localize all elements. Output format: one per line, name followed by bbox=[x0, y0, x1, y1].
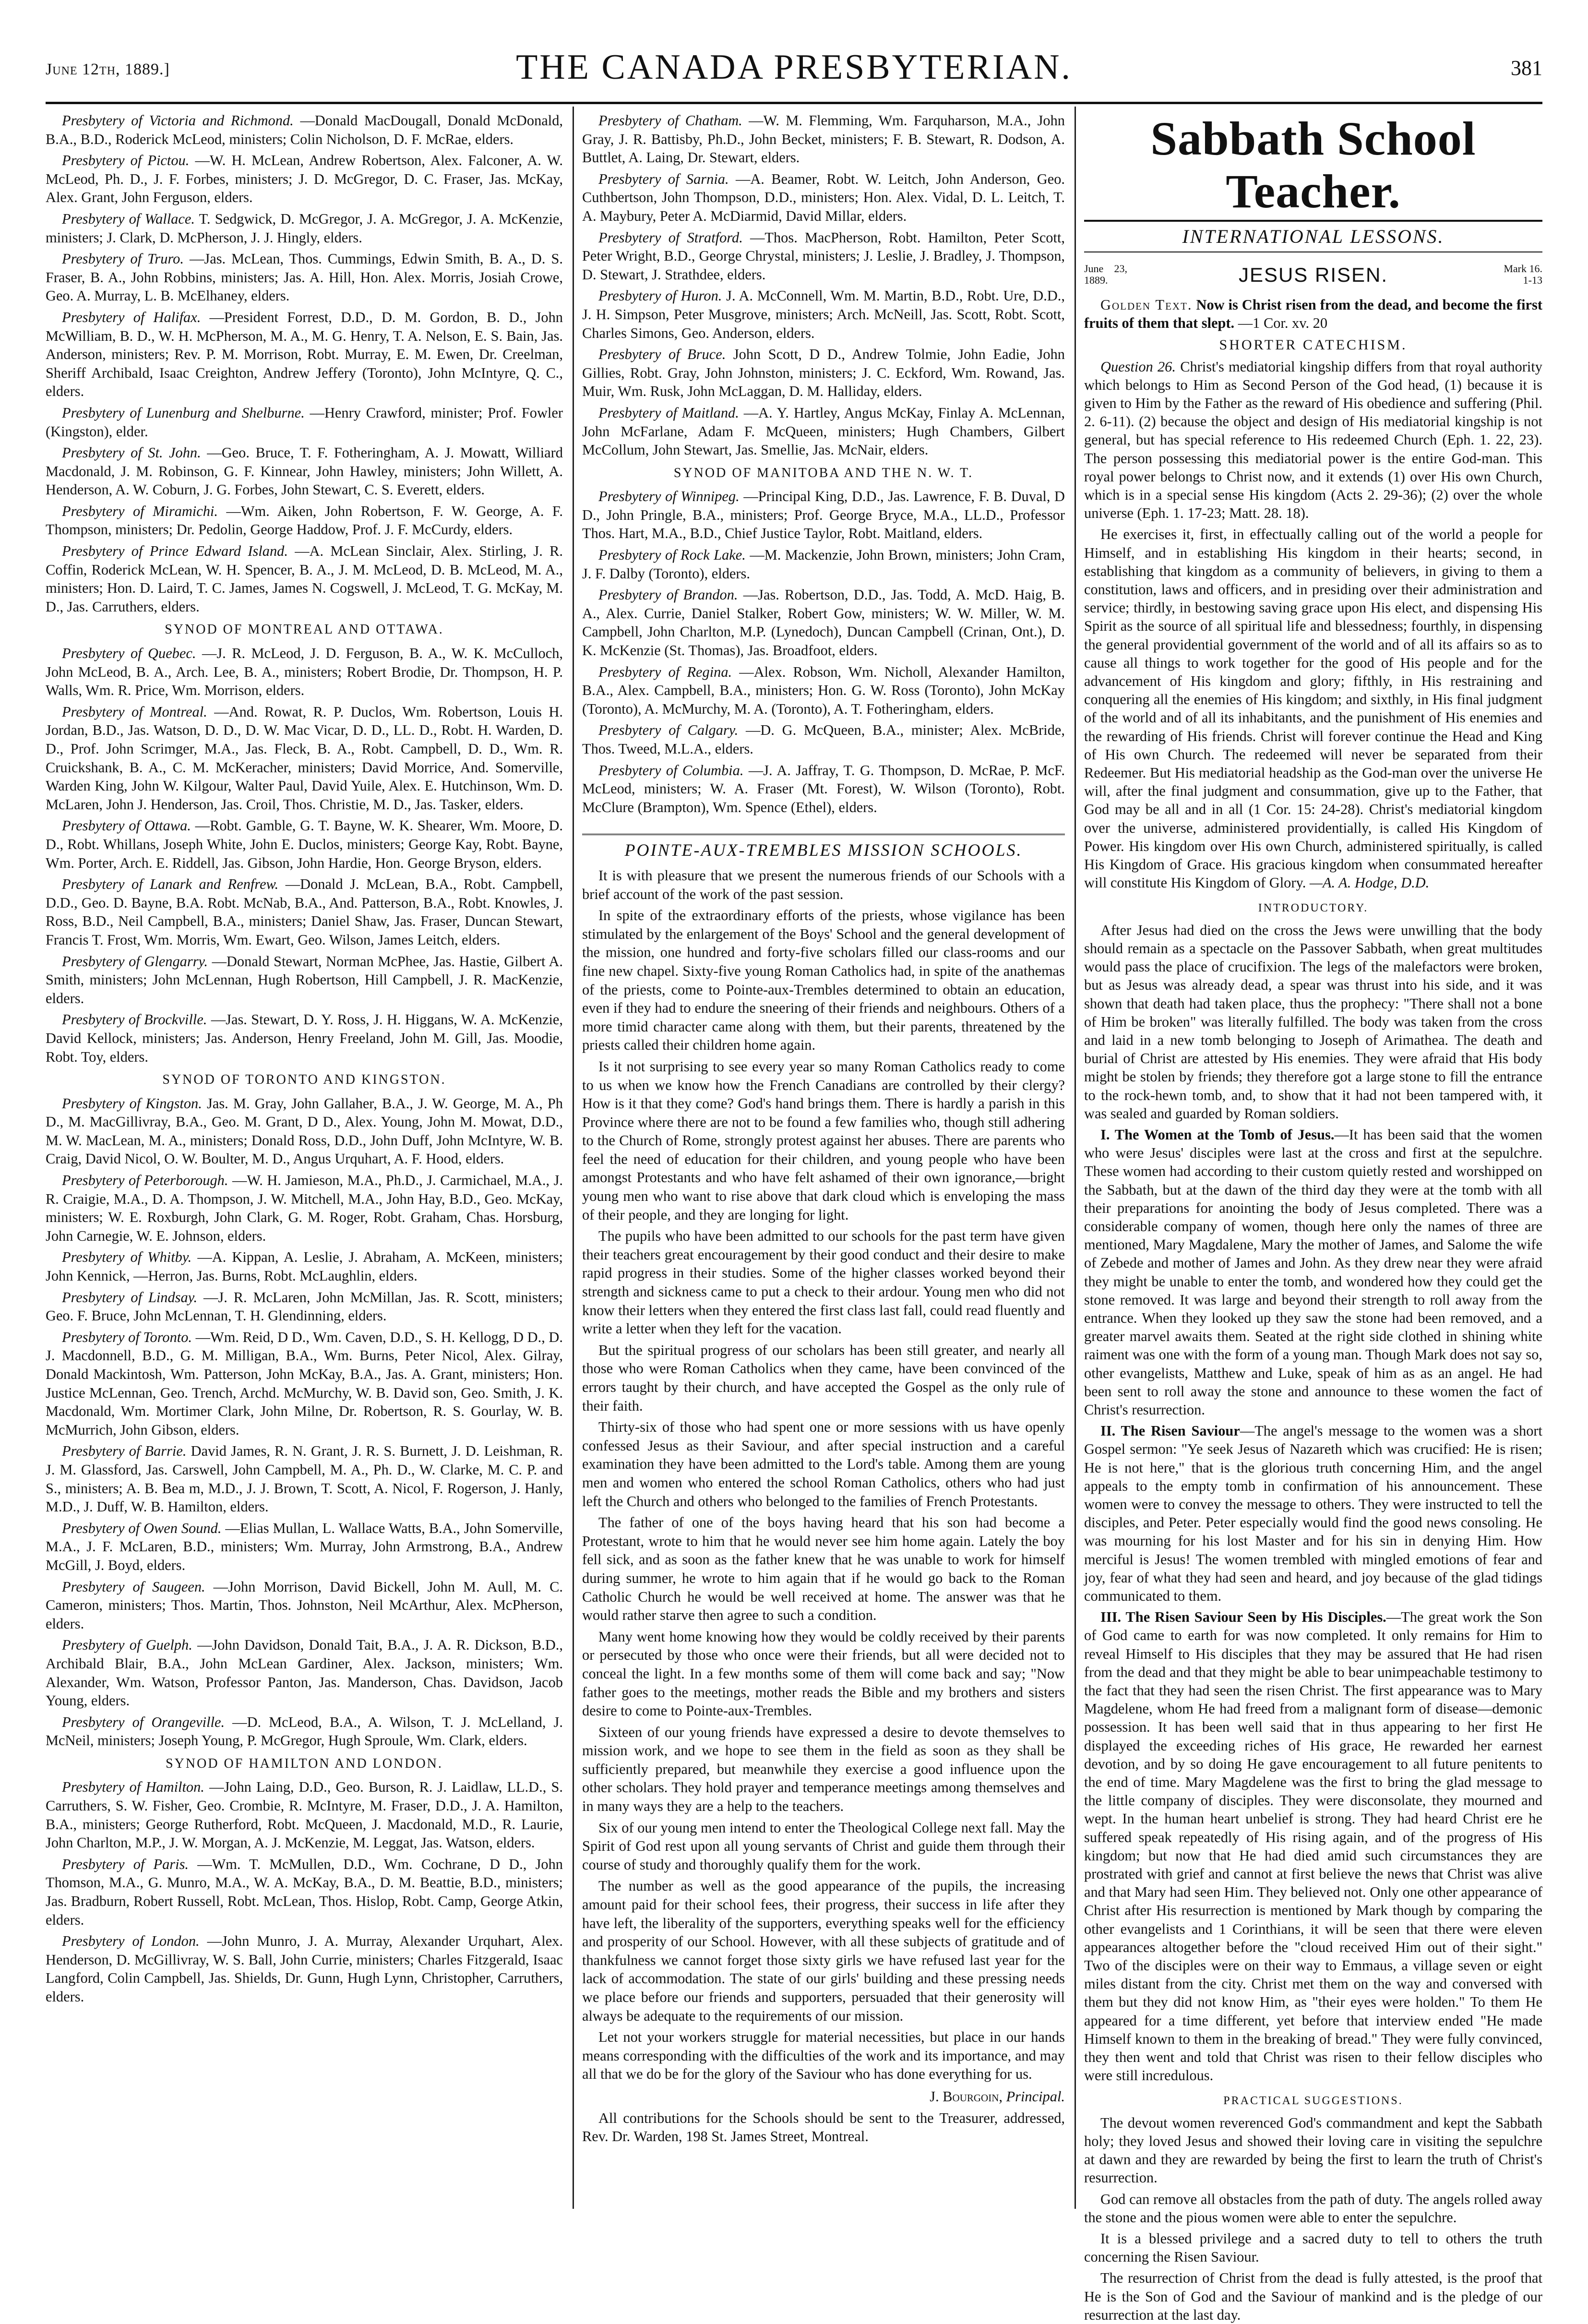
presbytery-list bbox=[582, 111, 1065, 816]
presbytery-entry bbox=[582, 404, 1065, 459]
lesson-section bbox=[1084, 1126, 1542, 1419]
presbytery-members: —D. McLeod, B.A., A. Wilson, T. J. McLelland, J. McNeil, ministers; Joseph Young, P. McGregor, Hugh Sproule, Wm. Clark, elders. bbox=[46, 1713, 563, 1749]
presbytery-members: —John Munro, J. A. Murray, Alexander Urquhart, Alex. Henderson, D. McGillivray, W. S. Ball, John Currie, ministers; Charles Fitzgerald, Isaac Langford, Colin Campbell, Jas. Shields, Dr. Gunn, Hugh Lynn, Christopher, Carruthers, elders. bbox=[46, 1933, 563, 2005]
practical-paragraph: It is a blessed privilege and a sacred duty to tell to others the truth concerning the Risen Saviour. bbox=[1084, 2230, 1542, 2265]
presbytery-members: —A. Y. Hartley, Angus McKay, Finlay A. McLennan, John McFarlane, Adam F. McQueen, ministers; Hugh Chambers, Gilbert McCollum, John Stewart, Jas. Smellie, Jas. McNair, elders. bbox=[582, 404, 1065, 458]
presbytery-members: —John Laing, D.D., Geo. Burson, R. J. Laidlaw, LL.D., S. Carruthers, S. W. Fisher, Geo. Crombie, R. McIntyre, M. Fraser, D.D., J. A. Hamilton, B.A., ministers; George Rutherford, Robt. McQueen, J. Macdonald, M.D., R. Laurie, John Charlton, M.P., J. W. Morgan, A. J. McKenzie, M. Leggat, Jas. Watson, elders. bbox=[46, 1779, 563, 1851]
masthead bbox=[46, 47, 1542, 105]
presbytery-name: Presbytery of Brandon. bbox=[598, 587, 738, 603]
catechism-signature: —A. A. Hodge, D.D. bbox=[1309, 874, 1430, 891]
presbytery-name: Presbytery of Pictou. bbox=[62, 152, 190, 169]
presbytery-members: J. A. McConnell, Wm. M. Martin, B.D., Robt. Ure, D.D., J. H. Simpson, Peter Musgrove, ministers; Arch. McNeill, Jas. Scott, Robt. Scott, Charles Simons, Geo. Anderson, elders. bbox=[582, 288, 1065, 341]
sst-title: Sabbath School Teacher. bbox=[1150, 112, 1476, 218]
presbytery-name: Presbytery of Chatham. bbox=[598, 112, 742, 129]
mission-paragraph: Six of our young men intend to enter the Theological College next fall. May the Spirit of God rest upon all young servants of Christ and guide them through their course of study and thoroughly qualify them for the work. bbox=[582, 1819, 1065, 1873]
mission-paragraph: In spite of the extraordinary efforts of the priests, whose vigilance has been stimulated by the enlargement of the Boys' School and the general development of the mission, one hundred and forty-five scholars filled our class-rooms and our fine new chapel. Sixty-five young Roman Catholics had, in spite of the anathemas of the priests, come to Pointe-aux-Trembles determined to obtain an education, even if they had to endure the sneering of their friends and neighbours. Others of a more timid character came along with them, but their parents, threatened by the priests called their children home again. bbox=[582, 907, 1065, 1054]
issue-date: June 12th, 1889.] bbox=[46, 60, 170, 78]
presbytery-entry bbox=[46, 1442, 563, 1516]
presbytery-entry bbox=[46, 816, 563, 872]
presbytery-members: —Donald MacDougall, Donald McDonald, B.A., B.D., Roderick McLeod, ministers; Colin Nicholson, D. F. McRae, elders. bbox=[46, 112, 563, 147]
presbytery-entry bbox=[46, 1171, 563, 1245]
presbytery-entry bbox=[46, 703, 563, 814]
presbytery-name: Presbytery of Glengarry. bbox=[62, 953, 208, 970]
mission-paragraph: The pupils who have been admitted to our schools for the past term have given their teachers great encouragement by their good conduct and their desire to make rapid progress in their studies. Some of the higher classes worked beyond their strength and sickness came to put a check to their ardour. Young men who did not know their letters when they entered the first class last fall, could read fluently and write a letter when they left for the vacation. bbox=[582, 1228, 1065, 1337]
catechism-para bbox=[1084, 358, 1542, 523]
presbytery-entry bbox=[46, 542, 563, 616]
presbytery-members: Jas. M. Gray, John Gallaher, B.A., J. W. George, M. A., Ph D., M. MacGillivray, B.A., Geo. M. Grant, D D., Alex. Young, John M. Mowat, D.D., M. W. MacLean, M. A., ministers; Donald Ross, D.D., John Duff, John McIntyre, W. B. Craig, David Nicol, O. W. Boulter, M. D., Angus Urquhart, A. F. Hood, elders. bbox=[46, 1095, 563, 1167]
synod-heading: SYNOD OF TORONTO AND KINGSTON. bbox=[162, 1072, 446, 1088]
section-text: —It has been said that the women who were Jesus' disciples were last at the cross and first at the sepulchre. These women had according to their custom quietly rested and worshipped on the Sabbath, but at the dawn of the third day they were at the tomb with all their preparations for anointing the body of Jesus completed. There was a considerable company of women, though here only the names of three are mentioned, Mary Magdalene, Mary the mother of James, and Salome the wife of Zebede and mother of James and John. As they drew near they were afraid they might be unable to enter the tomb, and wondered how they could get the stone removed. It was large and beyond their strength to roll away from the entrance. When they looked up they saw the stone had been removed, and a greater marvel awaits them. Seated at the right side clothed in shining white raiment was one with the form of a young man. Though Mark does not say so, other evangelists, Matthew and Luke, speak of him as as an angel. He had been sent to roll away the stone and announce to these women the fact of Christ's resurrection. bbox=[1084, 1126, 1542, 1418]
presbytery-members: —John Morrison, David Bickell, John M. Aull, M. C. Cameron, ministers; Thos. Martin, Thos. Johnston, Neil McArthur, Alex. McPherson, elders. bbox=[46, 1578, 563, 1632]
introductory-heading: INTRODUCTORY. bbox=[1258, 901, 1369, 914]
catechism-text: Christ's mediatorial kingship differs from that royal authority which belongs to Him as Second Person of the God head, (1) because it is given to Him by the Father as the reward of His obedience and suffering (Phil. 2. 6-11). (2) because the object and design of His mediatorial kingship is not general, but has special reference to His redeemed Church (Eph. 1. 22, 23). The person possessing this mediatorial power is the entire God-man. This royal power belongs to Christ now, and it extends (1) over His own Church, which is in a special sense His kingdom (Acts 2. 29-36); (2) over the whole universe (Eph. 1. 17-23; Matt. 28. 18). bbox=[1084, 358, 1542, 522]
presbytery-members: —J. R. McLaren, John McMillan, Jas. R. Scott, ministers; Geo. F. Bruce, John McLennan, T. H. Glendinning, elders. bbox=[46, 1289, 563, 1324]
sst-subtitle: INTERNATIONAL LESSONS. bbox=[1084, 220, 1542, 252]
presbytery-entry bbox=[46, 952, 563, 1008]
presbytery-name: Presbytery of Whitby. bbox=[62, 1249, 192, 1266]
presbytery-entry bbox=[582, 487, 1065, 543]
presbytery-name: Presbytery of Stratford. bbox=[598, 229, 743, 246]
catechism-heading: SHORTER CATECHISM. bbox=[1219, 337, 1408, 353]
presbytery-entry bbox=[46, 210, 563, 247]
practical-suggestions bbox=[1084, 2114, 1542, 2324]
presbytery-entry bbox=[582, 663, 1065, 719]
mission-body bbox=[582, 866, 1065, 2084]
presbytery-name: Presbytery of Barrie. bbox=[62, 1443, 187, 1460]
presbytery-members: —Jas. Robertson, D.D., Jas. Todd, A. McD. Haig, B. A., Alex. Currie, Daniel Stalker, Robert Gow, ministers; W. W. Miller, W. M. Campbell, John Charlton, M.P. (Lynedoch), Duncan Campbell (Crinan, Ont.), D. K. McKenzie (St. Thomas), Jas. Broadfoot, elders. bbox=[582, 587, 1065, 659]
presbytery-members: —Henry Crawford, minister; Prof. Fowler (Kingston), elder. bbox=[46, 404, 563, 440]
practical-paragraph: The devout women reverenced God's commandment and kept the Sabbath holy; they loved Jesus and showed their loving care in visiting the sepulchre at dawn and they are rewarded by being the first to learn the truth of Christ's resurrection. bbox=[1084, 2114, 1542, 2186]
mission-signature bbox=[582, 2087, 1065, 2106]
presbytery-name: Presbytery of Hamilton. bbox=[62, 1779, 204, 1796]
presbytery-members: —Alex. Robson, Wm. Nicholl, Alexander Hamilton, B.A., Alex. Campbell, B.A., ministers; Hon. G. W. Ross (Toronto), John McKay (Toronto), A. McMurchy, M. A. (Toronto), A. T. Fotheringham, elders. bbox=[582, 663, 1065, 717]
presbytery-entry bbox=[46, 250, 563, 305]
presbytery-entry bbox=[582, 761, 1065, 817]
presbytery-members: —Jas. McLean, Thos. Cummings, Edwin Smith, B. A., D. S. Fraser, B. A., John Robbins, ministers; Jas. A. Hill, Hon. Alex. Morris, Josiah Crowe, Geo. A. Murray, L. B. McElhaney, elders. bbox=[46, 251, 563, 304]
presbytery-entry bbox=[46, 443, 563, 499]
section-text: —The angel's message to the women was a short Gospel sermon: "Ye seek Jesus of Nazareth which was crucified: He is risen; He is not here," that is the glorious truth concerning Him, and the angel appeals to the empty tomb in confirmation of his announcement. These women were to convey the message to others. They were instructed to tell the disciples, and Peter. Peter especially would find the good news consoling. He was mourning for his lost Master and for his sin in denying Him. How merciful is Jesus! The women trembled with mingled emotions of fear and joy, fear of what they had seen and heard, and joy because of the glad tidings communicated to them. bbox=[1084, 1423, 1542, 1605]
presbytery-members: —Thos. MacPherson, Robt. Hamilton, Peter Scott, Peter Wright, B.D., George Chrystal, ministers; J. Leslie, J. Bradley, J. Thompson, D. Stewart, J. Strathdee, elders. bbox=[582, 229, 1065, 283]
presbytery-name: Presbytery of Owen Sound. bbox=[62, 1520, 222, 1536]
presbytery-members: David James, R. N. Grant, J. R. S. Burnett, J. D. Leishman, R. J. M. Glassford, Jas. Carswell, John Campbell, M. A., Ph. D., W. Clarke, M. C. P. and S., ministers; A. B. Bea m, M.D., J. J. Brown, T. Scott, A. Nicol, F. Rogerson, J. Hanly, M.D., J. Duff, W. B. Hamilton, elders. bbox=[46, 1443, 563, 1515]
presbytery-name: Presbytery of Kingston. bbox=[62, 1095, 202, 1112]
signature-name: J. Bourgoin, bbox=[930, 2088, 1003, 2105]
presbytery-name: Presbytery of Brockville. bbox=[62, 1011, 207, 1028]
presbytery-members: —And. Rowat, R. P. Duclos, Wm. Robertson, Louis H. Jordan, B.D., Jas. Watson, D. D., D. W. Mac Vicar, D. D., LL. D., Robt. H. Warden, D. D., Prof. John Scrimger, M.A., Jas. Fleck, B. A., Robt. Campbell, D. D., Wm. R. Cruickshank, B. A., C. M. McKeracher, ministers; David Morrice, And. Somerville, Warden King, John W. Kilgour, Walter Paul, David Yuile, Alex. E. Hutchinson, Wm. D. McLaren, John J. Henderson, Jas. Croil, Thos. Christie, M. D., Jas. Tasker, elders. bbox=[46, 703, 563, 813]
catechism-text: He exercises it, first, in effectually calling out of the world a people for Himself, and in establishing His kingdom in their hearts; second, in establishing that kingdom as a community of believers, in giving to them a constitution, laws and officers, and in presiding over their administration and service; thirdly, in bestowing saving grace upon His elect, and dispensing His Spirit as the source of all spiritual life and blessedness; fourthly, in dispensing the general providential government of the world and of all its affairs so as to cause all things to work together for the good of His people and for the advancement of His kingdom and glory; fifthly, in His restraining and conquering all the enemies of His kingdom; and sixthly, in His final judgment of the world and of all its inhabitants, and the punishment of His enemies and the rewarding of His friends. Christ will forever continue the Head and King of His own Church. The redeemed will never be separated from their Redeemer. But His mediatorial headship as the God-man over the universe He will, after the final judgment and consummation, give up to the Father, that God may be all and in all (1 Cor. 15: 24-28). Christ's mediatorial kingdom over the universe, administered providentially, is called His Kingdom of Power. His kingdom over His own Church, administered spiritually, is called His Kingdom of Grace. His gracious kingdom when consummated hereafter will constitute His Kingdom of Glory. bbox=[1084, 526, 1542, 891]
newspaper-title: THE CANADA PRESBYTERIAN. bbox=[516, 48, 1072, 87]
lesson-section bbox=[1084, 1422, 1542, 1605]
mission-paragraph: Sixteen of our young friends have expressed a desire to devote themselves to mission work, and we hope to see them in the field as soon as they shall be sufficiently prepared, but meanwhile they exercise a good influence upon the other scholars. They hold prayer and temperance meetings among themselves and in many ways they are a help to the teachers. bbox=[582, 1724, 1065, 1815]
presbytery-name: Presbytery of Victoria and Richmond. bbox=[62, 112, 294, 129]
practical-paragraph: God can remove all obstacles from the path of duty. The angels rolled away the stone and the pious women were able to enter the sepulchre. bbox=[1084, 2191, 1542, 2226]
presbytery-entry bbox=[582, 546, 1065, 583]
presbytery-name: Presbytery of Quebec. bbox=[62, 645, 196, 662]
presbytery-name: Presbytery of Lunenburg and Shelburne. bbox=[62, 404, 305, 421]
presbytery-entry bbox=[46, 502, 563, 539]
presbytery-members: —W. H. McLean, Andrew Robertson, Alex. Falconer, A. W. McLeod, Ph. D., J. F. Forbes, ministers; J. D. McGregor, D. C. Fraser, Jas. McKay, Alex. Grant, John Ferguson, elders. bbox=[46, 152, 563, 206]
question-label: Question 26. bbox=[1100, 358, 1176, 375]
mission-paragraph: But the spiritual progress of our scholars has been still greater, and nearly all those who were Roman Catholics when they came, have been convinced of the errors taught by their church, and have accepted the Gospel as the only rule of their faith. bbox=[582, 1342, 1065, 1414]
golden-text-body: Now is Christ risen from the dead, and become the first fruits of them that slept. bbox=[1084, 297, 1542, 332]
presbytery-members: —A. Kippan, A. Leslie, J. Abraham, A. McKeen, ministers; John Kennick, —Herron, Jas. Burns, Robt. McLaughlin, elders. bbox=[46, 1249, 563, 1284]
presbytery-entry bbox=[46, 1778, 563, 1852]
signature-title: Principal. bbox=[1006, 2088, 1065, 2105]
presbytery-name: Presbytery of Lanark and Renfrew. bbox=[62, 876, 279, 893]
presbytery-name: Presbytery of Lindsay. bbox=[62, 1289, 198, 1306]
introductory-text: After Jesus had died on the cross the Jews were unwilling that the body should remain as a spectacle on the Passover Sabbath, when great multitudes would pass the place of crucifixion. The legs of the malefactors were broken, but as Jesus was already dead, a spear was thrust into his side, and it was shown that death had taken place, thus the prophecy: "There shall not a bone of Him be broken" was literally fulfilled. The body was taken from the cross and laid in a new tomb belonging to Joseph of Arimathea. The death and burial of Christ are attested by His enemies. They were afraid that His body might be stolen by friends; they therefore got a large stone to fill the entrance to the rock-hewn tomb, and, to show that it had not been tampered with, it was sealed and guarded by Roman soldiers. bbox=[1084, 922, 1542, 1122]
presbytery-name: Presbytery of Orangeville. bbox=[62, 1713, 225, 1730]
presbytery-entry bbox=[46, 1094, 563, 1168]
synod-heading: SYNOD OF MANITOBA AND THE N. W. T. bbox=[673, 465, 974, 480]
lesson-header bbox=[1084, 263, 1542, 292]
mission-paragraph: It is with pleasure that we present the numerous friends of our Schools with a brief account of the work of the past session. bbox=[582, 867, 1065, 902]
presbytery-entry bbox=[582, 228, 1065, 284]
mission-paragraph: The father of one of the boys having heard that his son had become a Protestant, wrote to him that he would never see him home again. Lately the boy fell sick, and as soon as the father knew that he was unable to work for himself during summer, he wrote to him again that if he would go back to the Roman Catholic Church he would be well received at home. The answer was that he would rather starve then agree to such a condition. bbox=[582, 1514, 1065, 1624]
page-number: 381 bbox=[1511, 56, 1542, 80]
presbytery-name: Presbytery of Winnipeg. bbox=[598, 488, 740, 505]
presbytery-name: Presbytery of Ottawa. bbox=[62, 817, 191, 834]
presbytery-entry bbox=[46, 308, 563, 401]
presbytery-entry bbox=[582, 111, 1065, 167]
section-heading: III. The Risen Saviour Seen by His Disciples. bbox=[1100, 1609, 1386, 1626]
golden-ref: —1 Cor. xv. 20 bbox=[1238, 315, 1328, 332]
mission-paragraph: Is it not surprising to see every year so many Roman Catholics ready to come to us when we know how the French Canadians are controlled by their clergy? How is it that they come? God's hand brings them. There is hardly a parish in this Province where there are not to be found a few families who, though still adhering to the Church of Rome, strongly protest against her abuses. There are parents who feel the need of education for their children, and young people who have been amongst Protestants and who have felt ashamed of their own ignorance,—bright young men who want to rise above that dark cloud which is enveloping the mass of their people, and they are longing for light. bbox=[582, 1058, 1065, 1223]
mission-paragraph: The number as well as the good appearance of the pupils, the increasing amount paid for their school fees, their progress, their success in life after they have left, the liberality of the supporters, everything speaks well for the efficiency and prosperity of our School. However, with all these subjects of gratitude and of thankfulness we cannot forget those sixty girls we have refused last year for the lack of accommodation. The state of our girls' building and these pressing needs we place before our friends and supporters, persuaded that their generosity will always be adequate to the requirements of our mission. bbox=[582, 1878, 1065, 2024]
presbytery-members: —Donald Stewart, Norman McPhee, Jas. Hastie, Gilbert A. Smith, ministers; John McLennan, Hugh Robertson, Hill Campbell, J. R. MacKenzie, elders. bbox=[46, 953, 563, 1006]
golden-label: Golden Text. bbox=[1100, 297, 1193, 313]
presbytery-entry bbox=[46, 1248, 563, 1285]
presbytery-entry bbox=[46, 644, 563, 700]
presbytery-members: T. Sedgwick, D. McGregor, J. A. McGregor, J. A. McKenzie, ministers; J. Clark, D. McPherson, J. J. Hingly, elders. bbox=[46, 210, 563, 246]
presbytery-members: —A. Beamer, Robt. W. Leitch, John Anderson, Geo. Cuthbertson, John Thompson, D.D., ministers; Hon. Alex. Vidal, D. L. Leitch, T. A. Maybury, Peter A. McDiarmid, David Millar, elders. bbox=[582, 170, 1065, 224]
presbytery-name: Presbytery of Truro. bbox=[62, 251, 184, 267]
presbytery-name: Presbytery of Miramichi. bbox=[62, 503, 218, 519]
presbytery-members: —J. A. Jaffray, T. G. Thompson, D. McRae, P. McF. McLeod, ministers; W. A. Fraser (Mt. Forest), W. Wilson (Toronto), Robt. McClure (Brampton), Wm. Spence (Ethel), elders. bbox=[582, 762, 1065, 815]
presbytery-entry bbox=[582, 586, 1065, 659]
presbytery-name: Presbytery of Peterborough. bbox=[62, 1172, 228, 1189]
lesson-section bbox=[1084, 1608, 1542, 2084]
presbytery-name: Presbytery of Bruce. bbox=[598, 346, 726, 363]
presbytery-name: Presbytery of Prince Edward Island. bbox=[62, 543, 288, 560]
presbytery-name: Presbytery of Guelph. bbox=[62, 1637, 192, 1653]
presbytery-name: Presbytery of Regina. bbox=[598, 663, 732, 680]
presbytery-entry bbox=[46, 1932, 563, 2006]
presbytery-entry bbox=[46, 1855, 563, 1929]
column-divider bbox=[573, 107, 574, 2209]
lesson-title: JESUS RISEN. bbox=[1238, 264, 1388, 286]
presbytery-name: Presbytery of Columbia. bbox=[598, 762, 744, 779]
presbytery-members: —Robt. Gamble, G. T. Bayne, W. K. Shearer, Wm. Moore, D. D., Robt. Whillans, Joseph White, John E. Duclos, ministers; George Kay, Robt. Bayne, Wm. Porter, Arch. E. Riddell, Jas. Gibson, John Hardie, Hon. George Bryson, elders. bbox=[46, 817, 563, 871]
presbytery-name: Presbytery of Toronto. bbox=[62, 1329, 192, 1345]
mission-article bbox=[582, 834, 1065, 2145]
presbytery-name: Presbytery of St. John. bbox=[62, 444, 201, 461]
golden-text bbox=[1084, 296, 1542, 332]
presbytery-members: —John Davidson, Donald Tait, B.A., J. A. R. Dickson, B.D., Archibald Blair, B.A., John McLean Gardiner, Alex. Jackson, ministers; Wm. Alexander, Wm. Watson, Professor Panton, Jas. Manderson, Chas. Davidson, Jacob Young, elders. bbox=[46, 1637, 563, 1709]
presbytery-members: —Principal King, D.D., Jas. Lawrence, F. B. Duval, D D., John Pringle, B.A., ministers; Prof. George Bryce, M.A., LL.D., Professor Thos. Hart, M.A., B.D., Chief Justice Taylor, Robt. Maitland, elders. bbox=[582, 488, 1065, 542]
lesson-sections bbox=[1084, 1126, 1542, 2085]
presbytery-name: Presbytery of Rock Lake. bbox=[598, 547, 746, 563]
presbytery-entry bbox=[46, 1578, 563, 1633]
section-heading: I. The Women at the Tomb of Jesus. bbox=[1100, 1126, 1335, 1143]
lesson-reference: Mark 16. 1-13 bbox=[1504, 263, 1542, 286]
presbytery-members: —Elias Mullan, L. Wallace Watts, B.A., John Somerville, M.A., J. F. McLaren, B.D., ministers; Wm. Murray, John Armstrong, B.A., Andrew McGill, J. Boyd, elders. bbox=[46, 1520, 563, 1573]
presbytery-members: John Scott, D D., Andrew Tolmie, John Eadie, John Gillies, Robt. Gray, John Johnston, ministers; J. C. Eckford, Wm. Rowand, Jas. Muir, Wm. Rusk, John McLaggan, D. M. Halliday, elders. bbox=[582, 346, 1065, 400]
section-text: —The great work the Son of God came to earth for was now completed. It only remains for Him to reveal Himself to His disciples that they may be assured that He had risen from the dead and that they might be able to bear unimpeachable testimony to the fact that they had seen the risen Christ. The first appearance was to Mary Magdelene, whom He had freed from a malignant form of disease—demonic possession. It has been well said that in thus appearing to her first He displayed the exceeding riches of His grace, He rewarded her earnest devotion, and by so doing He gave encouragement to all future penitents to the end of time. Mary Magdelene was the first to bring the glad message to the little company of disciples. They were disconsolate, they mourned and wept. In the human heart unbelief is strong. They had heard Christ ere he suffered speak repeatedly of His rising again, and of the progress of His kingdom; but now that He had died amid such circumstances they are prostrated with grief and cannot at first believe the news that Christ was alive and that Mary had seen Him. They believed not. Only one other appearance of Christ after His resurrection is mentioned by Mark though by comparing the other evangelists and 1 Corinthians, it will be seen that there were eleven appearances altogether before the "cloud received Him out of their sight." Two of the disciples were on their way to Emmaus, a village seven or eight miles distant from the city. Christ met them on the way and conversed with them but they did not know Him, as "their eyes were holden." To them He appeared for a time different, yet before that interview ended "He made Himself known to them in the breaking of bread." They were fully convinced, they then went and told that Christ was risen to their fellow disciples who were still incredulous. bbox=[1084, 1609, 1542, 2084]
practical-paragraph: The resurrection of Christ from the dead is fully attested, is the proof that He is the Son of God and the Saviour of mankind and is the pledge of our resurrection at the last day. bbox=[1084, 2270, 1542, 2323]
mission-paragraph: Let not your workers struggle for material necessities, but place in our hands means corresponding with the difficulties of the work and its importance, and may all that we do be for the glory of the Saviour who has done everything for us. bbox=[582, 2029, 1065, 2083]
mission-paragraph: Many went home knowing how they would be coldly received by their parents or persecuted by those who once were their friends, but all were decided not to conceal the light. In a few months some of them will come back and say; "Now father goes to the meetings, mother reads the Bible and my brothers and sisters desire to come to Pointe-aux-Trembles. bbox=[582, 1628, 1065, 1719]
mission-heading: POINTE-AUX-TREMBLES MISSION SCHOOLS. bbox=[582, 834, 1065, 860]
presbytery-entry bbox=[46, 1519, 563, 1575]
presbytery-members: —D. G. McQueen, B.A., minister; Alex. McBride, Thos. Tweed, M.L.A., elders. bbox=[582, 722, 1065, 757]
presbytery-members: —Wm. Aiken, John Robertson, F. W. George, A. F. Thompson, ministers; Dr. Pedolin, George Haddow, Prof. J. F. McCurdy, elders. bbox=[46, 503, 563, 538]
presbytery-entry bbox=[46, 1288, 563, 1325]
presbytery-entry bbox=[46, 875, 563, 949]
presbytery-name: Presbytery of Maitland. bbox=[598, 404, 739, 421]
presbytery-name: Presbytery of Saugeen. bbox=[62, 1578, 205, 1595]
presbytery-name: Presbytery of Halifax. bbox=[62, 309, 201, 325]
column-1 bbox=[46, 111, 563, 2209]
synod-heading: SYNOD OF MONTREAL AND OTTAWA. bbox=[165, 622, 444, 637]
presbytery-members: —Wm. T. McMullen, D.D., Wm. Cochrane, D D., John Thomson, M.A., G. Munro, M.A., W. A. McKay, B.A., D. M. Beattie, B.D., ministers; Jas. Bradburn, Robert Russell, Robt. McLean, Thos. Hislop, Robt. Camp, George Atkin, elders. bbox=[46, 1856, 563, 1928]
presbytery-members: —A. McLean Sinclair, Alex. Stirling, J. R. Coffin, Roderick McLean, W. H. Spencer, B. A., J. M. McLeod, D. B. McLeod, M. A., ministers; Hon. D. Laird, T. C. James, James N. Cogswell, J. McLeod, T. G. McKay, M. D., Jas. Carruthers, elders. bbox=[46, 543, 563, 615]
presbytery-name: Presbytery of Huron. bbox=[598, 288, 722, 304]
presbytery-name: Presbytery of Calgary. bbox=[598, 722, 739, 739]
presbytery-entry bbox=[46, 1636, 563, 1710]
presbytery-name: Presbytery of London. bbox=[62, 1933, 200, 1950]
presbytery-entry bbox=[46, 151, 563, 207]
mission-paragraph: Thirty-six of those who had spent one or more sessions with us have openly confessed Jesus as their Saviour, and after special instruction and a careful examination they have been admitted to the Lord's table. Among them are young men and women who entered the school Roman Catholics, others who had just left the Church and others who belonged to the families of French Protestants. bbox=[582, 1419, 1065, 1509]
column-divider bbox=[1075, 107, 1076, 2209]
presbytery-entry bbox=[46, 404, 563, 441]
presbytery-members: —W. M. Flemming, Wm. Farquharson, M.A., John Gray, J. R. Battisby, Ph.D., John Becket, ministers; F. B. Stewart, R. Dodson, A. Buttlet, A. Laing, Dr. Stewart, elders. bbox=[582, 112, 1065, 166]
section-heading: II. The Risen Saviour bbox=[1100, 1423, 1240, 1439]
column-3 bbox=[1084, 111, 1542, 2323]
presbytery-name: Presbytery of Paris. bbox=[62, 1856, 189, 1872]
presbytery-members: —J. R. McLeod, J. D. Ferguson, B. A., W. K. McCulloch, John McLeod, B. A., Arch. Lee, B. A., ministers; Robert Brodie, Dr. Thompson, H. P. Walls, Wm. R. Price, Wm. Morrison, elders. bbox=[46, 645, 563, 699]
presbytery-entry bbox=[46, 1010, 563, 1066]
presbytery-members: —W. H. Jamieson, M.A., Ph.D., J. Carmichael, M.A., J. R. Craigie, M.A., D. A. Thompson, J. W. Mitchell, M.A., John Hay, B.D., Geo. McKay, ministers; W. E. Roxburgh, John Clark, G. M. Roger, Robt. Graham, Chas. Horsburg, John Carnegie, W. E. Johnson, elders. bbox=[46, 1172, 563, 1244]
presbytery-entry bbox=[46, 1713, 563, 1750]
synod-heading: SYNOD OF HAMILTON AND LONDON. bbox=[166, 1756, 443, 1771]
practical-heading: PRACTICAL SUGGESTIONS. bbox=[1223, 2094, 1403, 2107]
presbytery-name: Presbytery of Wallace. bbox=[62, 210, 195, 227]
catechism-para bbox=[1084, 525, 1542, 892]
presbytery-members: —President Forrest, D.D., D. M. Gordon, B. D., John McWilliam, B. D., W. H. McPherson, M. A., M. G. Henry, T. A. Nelson, E. S. Bain, Jas. Anderson, ministers; Rev. P. M. Morrison, Robt. Murray, E. M. Ewen, Dr. Creelman, Sheriff Archibald, Isaac Creighton, Andrew Jeffery (Toronto), John McIntyre, Q. C., elders. bbox=[46, 309, 563, 400]
presbytery-members: —Donald J. McLean, B.A., Robt. Campbell, D.D., Geo. D. Bayne, B.A. Robt. McNab, B.A., And. Patterson, B.A., Robt. Knowles, J. Ross, B.D., Neil Campbell, B.A., ministers; Daniel Shaw, Jas. Fraser, Duncan Stewart, Francis T. Frost, Wm. Morris, Wm. Ewart, Geo. Wilson, James Leitch, elders. bbox=[46, 876, 563, 948]
presbytery-entry bbox=[46, 111, 563, 148]
presbytery-members: —Geo. Bruce, T. F. Fotheringham, A. J. Mowatt, Williard Macdonald, J. M. Robinson, G. F. Kinnear, John Hawley, ministers; John Willett, A. Henderson, A. W. Coburn, J. G. Forbes, John Stewart, C. S. Everett, elders. bbox=[46, 444, 563, 498]
presbytery-entry bbox=[46, 1328, 563, 1439]
column-2 bbox=[582, 111, 1065, 2209]
presbytery-members: —M. Mackenzie, John Brown, ministers; John Cram, J. F. Dalby (Toronto), elders. bbox=[582, 547, 1065, 582]
presbytery-entry bbox=[582, 287, 1065, 342]
mission-footnote: All contributions for the Schools should be sent to the Treasurer, addressed, Rev. Dr. Warden, 198 St. James Street, Montreal. bbox=[582, 2109, 1065, 2145]
presbytery-members: —Wm. Reid, D D., Wm. Caven, D.D., S. H. Kellogg, D D., D. J. Macdonnell, B.D., G. M. Milligan, B.A., Wm. Burns, Peter Nicol, Alex. Gilray, Donald Mackintosh, Wm. Patterson, John McKay, B.A., Jas. A. Grant, ministers; Hon. Justice McLennan, Geo. Trench, Archd. McMurchy, W. B. David son, Geo. Smith, J. K. Macdonald, Wm. Mortimer Clark, John Milne, Dr. Robertson, R. S. Gourlay, W. B. McMurrich, John Gibson, elders. bbox=[46, 1329, 563, 1438]
presbytery-members: —Jas. Stewart, D. Y. Ross, J. H. Higgans, W. A. McKenzie, David Kellock, ministers; Jas. Anderson, Henry Freeland, John M. Gill, Jas. Moodie, Robt. Toy, elders. bbox=[46, 1011, 563, 1065]
presbytery-entry bbox=[582, 170, 1065, 226]
presbytery-name: Presbytery of Montreal. bbox=[62, 703, 207, 720]
presbytery-entry bbox=[582, 721, 1065, 758]
presbytery-entry bbox=[582, 345, 1065, 401]
lesson-date: June 23, 1889. bbox=[1084, 263, 1127, 286]
presbytery-name: Presbytery of Sarnia. bbox=[598, 170, 729, 187]
header-rule bbox=[46, 102, 1542, 104]
